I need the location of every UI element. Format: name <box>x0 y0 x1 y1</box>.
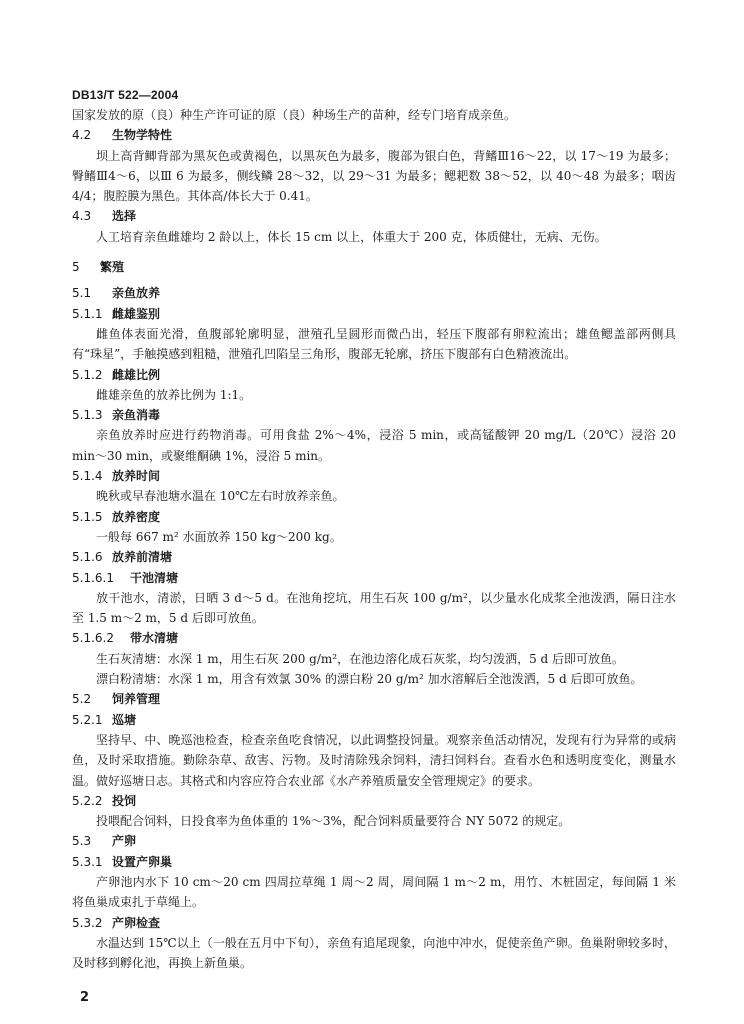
paragraph: 人工培育亲鱼雌雄均 2 龄以上，体长 15 cm 以上，体重大于 200 克，体质健壮，无病、无伤。 <box>96 229 607 244</box>
section-heading-5-3-1: 5.3.1 设置产卵巢 <box>72 854 173 869</box>
section-heading-5-2-1: 5.2.1 巡塘 <box>72 712 137 727</box>
document-body <box>72 105 676 973</box>
section-heading-5-1-5: 5.1.5 放养密度 <box>72 509 161 524</box>
paragraph: 漂白粉清塘：水深 1 m，用含有效氯 30% 的漂白粉 20 g/m² 加水溶解后全池泼洒，5 d 后即可放鱼。 <box>96 672 643 687</box>
section-heading-5-1-4: 5.1.4 放养时间 <box>72 469 161 484</box>
section-heading-5-1-6: 5.1.6 放养前清塘 <box>72 550 173 565</box>
paragraph: 亲鱼放养时应进行药物消毒。可用食盐 2%～4%，浸浴 5 min，或高锰酸钾 20 mg/L（20℃）浸浴 20 min～30 min，或聚维酮碘 1%，浸浴 5 min。 <box>72 428 676 463</box>
section-heading-5-1-1: 5.1.1 雌雄鉴别 <box>72 306 161 321</box>
paragraph: 产卵池内水下 10 cm～20 cm 四周拉草绳 1 周～2 周，周间隔 1 m～2 m，用竹、木桩固定，每间隔 1 米将鱼巢成束扎于草绳上。 <box>72 874 676 910</box>
document-id: DB13/T 522—2004 <box>72 88 179 102</box>
paragraph: 国家发放的原（良）种生产许可证的原（良）种场生产的苗种，经专门培育成亲鱼。 <box>72 108 517 122</box>
paragraph: 雌雄亲鱼的放养比例为 1:1。 <box>96 387 252 402</box>
section-heading-5-3: 5.3 产卵 <box>72 834 137 849</box>
section-heading-5-1-6-1: 5.1.6.1 干池清塘 <box>72 570 179 585</box>
section-heading-5-2-2: 5.2.2 投饲 <box>72 793 137 808</box>
chapter-heading-5: 5 繁殖 <box>72 260 125 275</box>
section-heading-5-1-3: 5.1.3 亲鱼消毒 <box>72 408 161 423</box>
paragraph: 雌鱼体表面光滑，鱼腹部轮廓明显，泄殖孔呈圆形而微凸出，轻压下腹部有卵粒流出；雄鱼鳃盖部两侧具有“珠星”，手触摸感到粗糙，泄殖孔凹陷呈三角形，腹部无轮廓，挤压下腹部有白色精液流出。 <box>72 326 676 362</box>
section-heading-5-3-2: 5.3.2 产卵检查 <box>72 915 161 930</box>
paragraph: 放干池水，清淤，日晒 3 d～5 d。在池角挖坑，用生石灰 100 g/m²，以少量水化成浆全池泼洒，隔日注水至 1.5 m～2 m，5 d 后即可放鱼。 <box>72 590 676 626</box>
section-heading-4-3: 4.3 选择 <box>72 209 137 224</box>
paragraph: 水温达到 15℃以上（一般在五月中下旬），亲鱼有追尾现象，向池中冲水，促使亲鱼产卵。鱼巢附卵较多时，及时移到孵化池，再换上新鱼巢。 <box>72 935 676 971</box>
section-heading-5-1-6-2: 5.1.6.2 带水清塘 <box>72 631 179 646</box>
paragraph: 投喂配合饲料，日投食率为鱼体重的 1%～3%，配合饲料质量要符合 NY 5072 的规定。 <box>96 814 571 829</box>
section-heading-5-1-2: 5.1.2 雌雄比例 <box>72 367 161 382</box>
paragraph: 晚秋或早春池塘水温在 10℃左右时放养亲鱼。 <box>96 489 345 504</box>
paragraph: 坚持早、中、晚巡池检查，检查亲鱼吃食情况，以此调整投饲量。观察亲鱼活动情况，发现有行为异常的或病鱼，及时采取措施。勤除杂草、敌害、污物。及时清除残余饲料，清扫饲料台。查看水色和透明度变化，测量水温。做好巡塘日志。其格式和内容应符合农业部《水产养殖质量安全管理规定》的要求。 <box>72 732 676 788</box>
section-heading-4-2: 4.2 生物学特性 <box>72 128 173 143</box>
paragraph: 一般每 667 m² 水面放养 150 kg～200 kg。 <box>96 529 342 544</box>
paragraph: 生石灰清塘：水深 1 m，用生石灰 200 g/m²，在池边溶化成石灰浆，均匀泼洒，5 d 后即可放鱼。 <box>96 651 625 666</box>
section-heading-5-2: 5.2 饲养管理 <box>72 692 161 707</box>
page-number: 2 <box>80 990 90 1005</box>
section-heading-5-1: 5.1 亲鱼放养 <box>72 286 161 301</box>
paragraph: 坝上高背鲫背部为黑灰色或黄褐色，以黑灰色为最多，腹部为银白色，背鳍Ⅲ16～22，以 17～19 为最多；臀鳍Ⅲ4～6，以Ⅲ 6 为最多，侧线鳞 28～32，以 29～31 为最多；鳃耙数 38～52，以 40～48 为最多；咽齿 4/4；腹腔膜为黑色。其体高/体长大于 0.41。 <box>72 148 676 204</box>
